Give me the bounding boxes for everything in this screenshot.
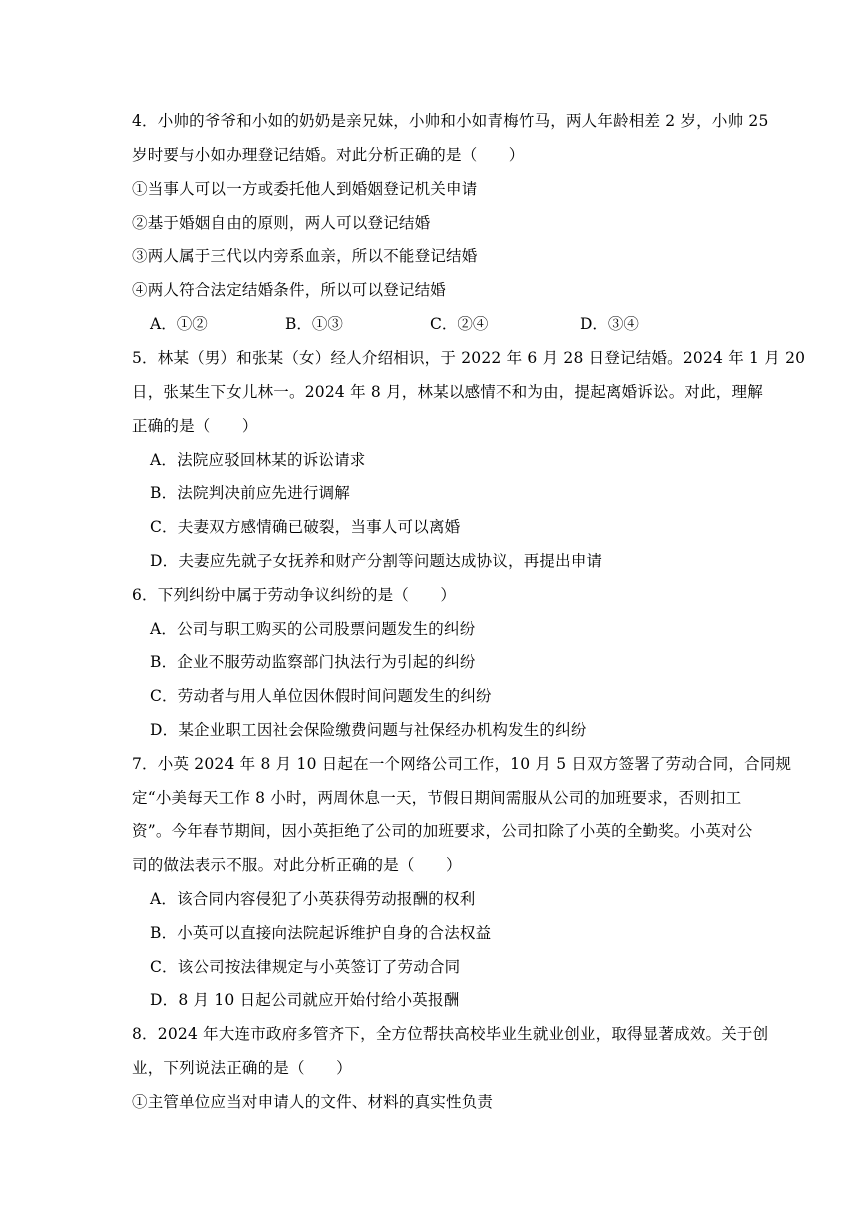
- question-5-option-a[interactable]: A．法院应驳回林某的诉讼请求: [150, 451, 366, 469]
- question-7-stem-line-3: 资”。今年春节期间，因小英拒绝了公司的加班要求，公司扣除了小英的全勤奖。小英对公: [132, 822, 753, 840]
- question-4-statement-3: ③两人属于三代以内旁系血亲，所以不能登记结婚: [132, 247, 478, 265]
- question-4-option-b[interactable]: B．①③: [285, 315, 343, 333]
- question-5-option-d[interactable]: D．夫妻应先就子女抚养和财产分割等问题达成协议，再提出申请: [150, 552, 603, 570]
- question-6-option-c[interactable]: C．劳动者与用人单位因休假时间问题发生的纠纷: [150, 687, 492, 705]
- question-4-stem-line-1: 4．小帅的爷爷和小如的奶奶是亲兄妹，小帅和小如青梅竹马，两人年龄相差 2 岁，小帅 25: [132, 112, 769, 130]
- question-6-option-a[interactable]: A．公司与职工购买的公司股票问题发生的纠纷: [150, 620, 476, 638]
- question-4-statement-2: ②基于婚姻自由的原则，两人可以登记结婚: [132, 214, 431, 232]
- question-4-option-a[interactable]: A．①②: [150, 315, 208, 333]
- question-4-statement-1: ①当事人可以一方或委托他人到婚姻登记机关申请: [132, 180, 478, 198]
- question-6-stem-line-1: 6．下列纠纷中属于劳动争议纠纷的是（ ）: [132, 586, 457, 604]
- question-4-options: [150, 313, 690, 335]
- question-8-stem-line-2: 业，下列说法正确的是（ ）: [132, 1059, 352, 1077]
- question-6-option-d[interactable]: D．某企业职工因社会保险缴费问题与社保经办机构发生的纠纷: [150, 721, 587, 739]
- question-7-stem-line-4: 司的做法表示不服。对此分析正确的是（ ）: [132, 856, 462, 874]
- question-5-option-c[interactable]: C．夫妻双方感情确已破裂，当事人可以离婚: [150, 518, 461, 536]
- question-4-option-c[interactable]: C．②④: [430, 315, 489, 333]
- question-8-statement-1: ①主管单位应当对申请人的文件、材料的真实性负责: [132, 1093, 494, 1111]
- question-7-option-c[interactable]: C．该公司按法律规定与小英签订了劳动合同: [150, 958, 461, 976]
- question-7-stem-line-2: 定“小美每天工作 8 小时，两周休息一天，节假日期间需服从公司的加班要求，否则扣工: [132, 789, 742, 807]
- question-5-option-b[interactable]: B．法院判决前应先进行调解: [150, 484, 350, 502]
- question-7-option-b[interactable]: B．小英可以直接向法院起诉维护自身的合法权益: [150, 924, 492, 942]
- question-7-option-a[interactable]: A．该合同内容侵犯了小英获得劳动报酬的权利: [150, 890, 476, 908]
- question-8-stem-line-1: 8．2024 年大连市政府多管齐下，全方位帮扶高校毕业生就业创业，取得显著成效。关于创: [132, 1025, 769, 1043]
- question-4-statement-4: ④两人符合法定结婚条件，所以可以登记结婚: [132, 281, 447, 299]
- question-6-option-b[interactable]: B．企业不服劳动监察部门执法行为引起的纠纷: [150, 653, 476, 671]
- question-7-stem-line-1: 7．小英 2024 年 8 月 10 日起在一个网络公司工作，10 月 5 日双方签署了劳动合同，合同规: [132, 755, 792, 773]
- question-4-stem-line-2: 岁时要与小如办理登记结婚。对此分析正确的是（ ）: [132, 146, 525, 164]
- question-5-stem-line-1: 5．林某（男）和张某（女）经人介绍相识，于 2022 年 6 月 28 日登记结婚。2024 年 1 月 20: [132, 349, 806, 367]
- question-7-option-d[interactable]: D．8 月 10 日起公司就应开始付给小英报酬: [150, 991, 460, 1009]
- question-4-option-d[interactable]: D．③④: [580, 315, 639, 333]
- question-5-stem-line-2: 日，张某生下女儿林一。2024 年 8 月，林某以感情不和为由，提起离婚诉讼。对此，理解: [132, 383, 763, 401]
- question-5-stem-line-3: 正确的是（ ）: [132, 417, 258, 435]
